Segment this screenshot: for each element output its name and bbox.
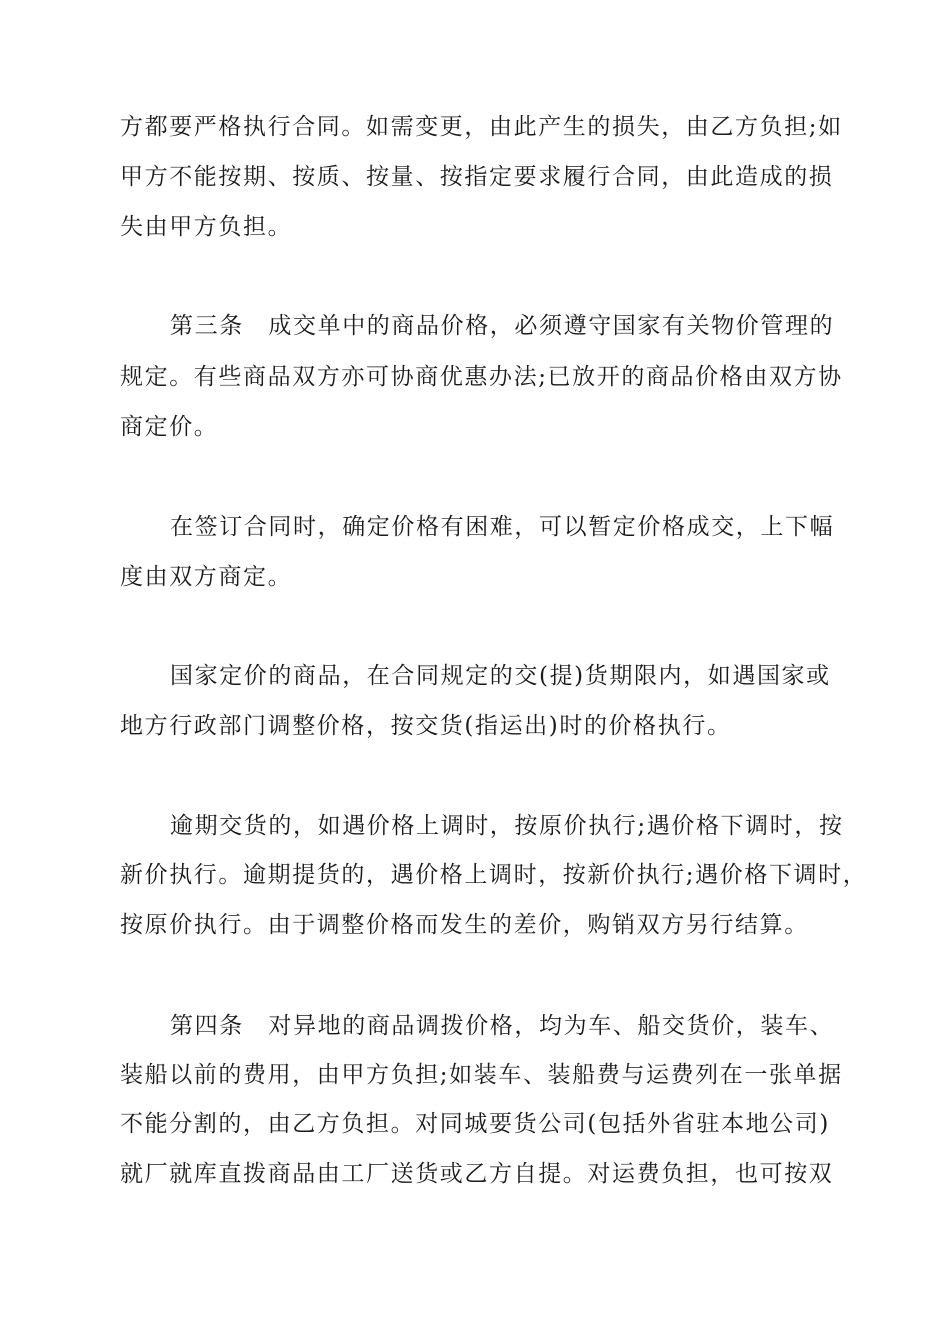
text-line: 失由甲方负担。 bbox=[120, 214, 293, 240]
text-line: 按原价执行。由于调整价格而发生的差价，购销双方另行结算。 bbox=[120, 912, 809, 938]
text-line: 甲方不能按期、按质、按量、按指定要求履行合同，由此造成的损 bbox=[120, 164, 834, 190]
paragraph-first-line: 逾期交货的，如遇价格上调时，按原价执行;遇价格下调时，按 bbox=[170, 813, 844, 839]
text-line: 度由双方商定。 bbox=[120, 564, 293, 590]
text-line: 就厂就库直拨商品由工厂送货或乙方自提。对运费负担，也可按双 bbox=[120, 1161, 834, 1187]
article-3-first-line: 第三条 成交单中的商品价格，必须遵守国家有关物价管理的 bbox=[170, 313, 835, 339]
paragraph-first-line: 国家定价的商品，在合同规定的交(提)货期限内，如遇国家或 bbox=[170, 663, 831, 689]
text-line: 新价执行。逾期提货的，遇价格上调时，按新价执行;遇价格下调时， bbox=[120, 862, 868, 888]
text-line: 方都要严格执行合同。如需变更，由此产生的损失，由乙方负担;如 bbox=[120, 114, 843, 140]
text-line: 不能分割的，由乙方负担。对同城要货公司(包括外省驻本地公司) bbox=[120, 1111, 830, 1137]
paragraph-first-line: 在签订合同时，确定价格有困难，可以暂定价格成交，上下幅 bbox=[170, 514, 835, 540]
article-4-first-line: 第四条 对异地的商品调拨价格，均为车、船交货价，装车、 bbox=[170, 1013, 835, 1039]
text-line: 规定。有些商品双方亦可协商优惠办法;已放开的商品价格由双方协 bbox=[120, 364, 843, 390]
text-line: 地方行政部门调整价格，按交货(指运出)时的价格执行。 bbox=[120, 713, 732, 739]
text-line: 商定价。 bbox=[120, 414, 219, 440]
text-line: 装船以前的费用，由甲方负担;如装车、装船费与运费列在一张单据 bbox=[120, 1062, 843, 1088]
